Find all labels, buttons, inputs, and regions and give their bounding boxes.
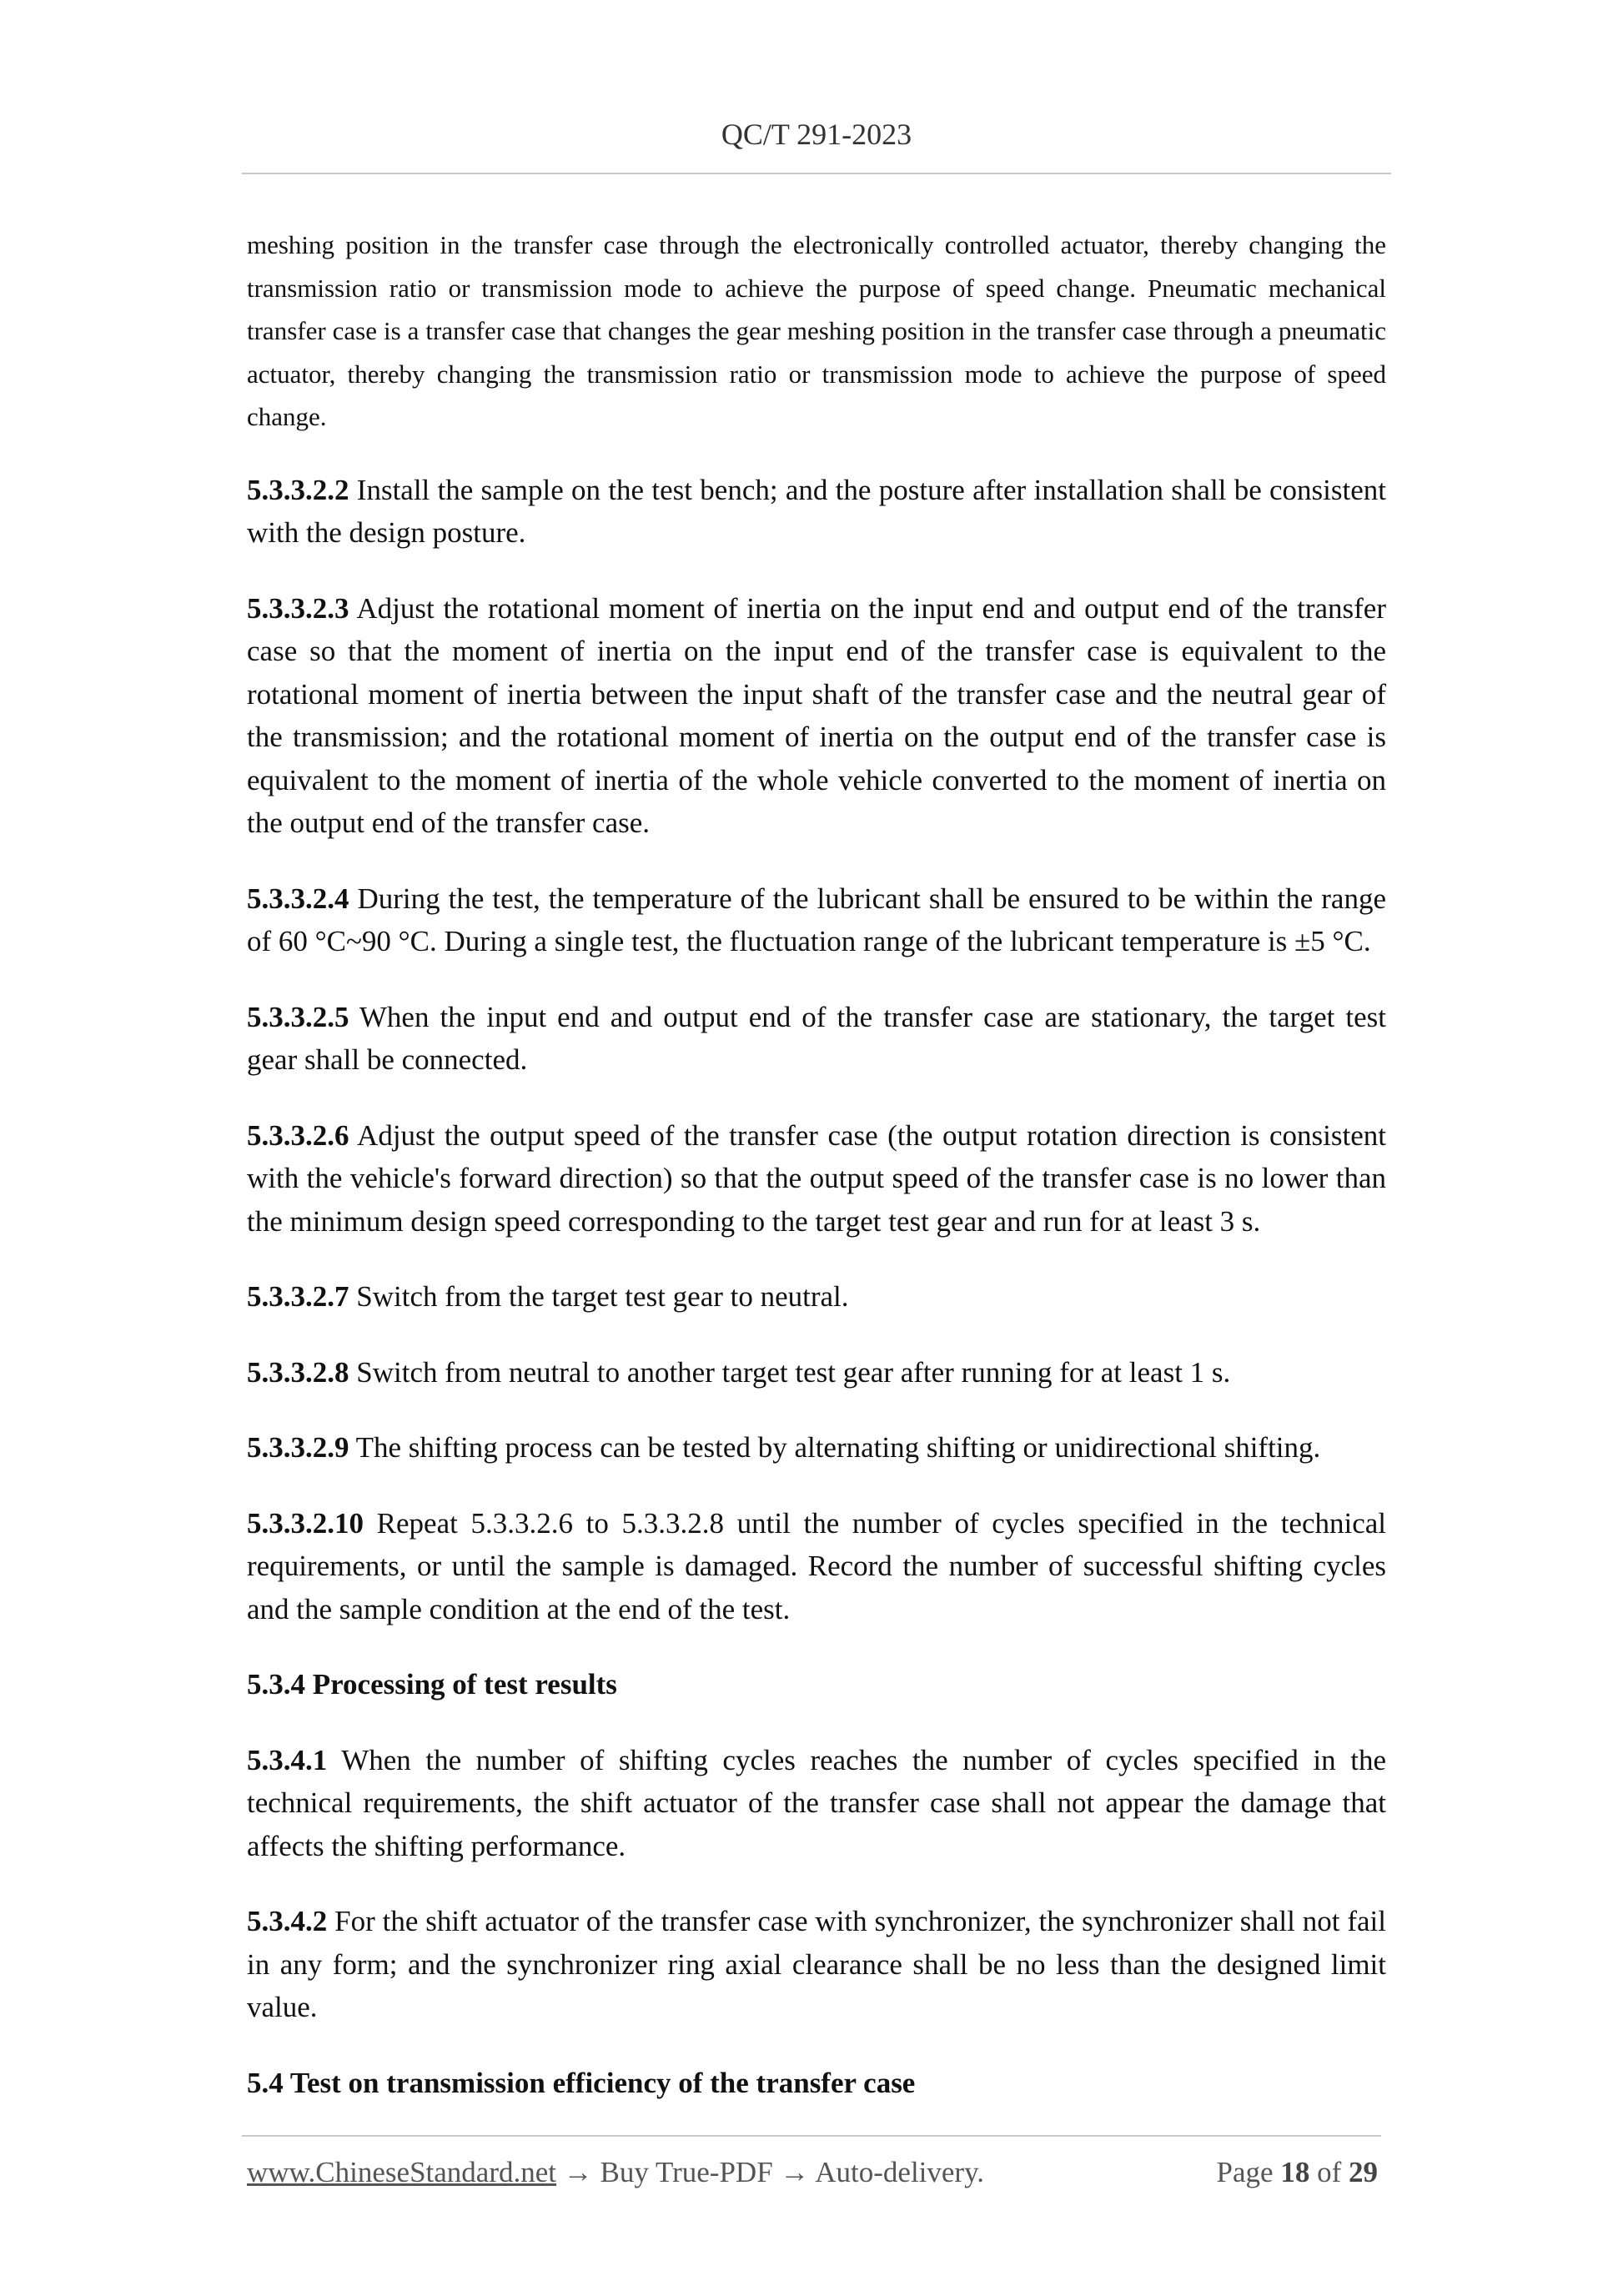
clause-5-3-3-2-8: [247, 1351, 1386, 1394]
clause-number: 5.3.4.1: [247, 1743, 328, 1776]
page-header: QC/T 291-2023: [721, 118, 912, 151]
footer-links: [247, 2156, 984, 2189]
clause-5-3-3-2-6: [247, 1114, 1386, 1243]
clause-number: 5.3.3.2.3: [247, 591, 349, 625]
clause-text: During the test, the temperature of the lubricant shall be ensured to be within the range of 60 °C~90 °C. During a single test, the fluctuation range of the lubricant temperature is ±5 °C.: [247, 882, 1386, 957]
clause-5-3-3-2-9: [247, 1426, 1386, 1470]
section-heading-5-3-4: 5.3.4 Processing of test results: [247, 1668, 617, 1701]
clause-number: 5.3.3.2.9: [247, 1431, 349, 1464]
clause-5-3-3-2-3: [247, 587, 1386, 845]
clause-number: 5.3.4.2: [247, 1905, 328, 1937]
clause-text: The shifting process can be tested by alternating shifting or unidirectional shifting.: [349, 1431, 1321, 1464]
clause-number: 5.3.3.2.5: [247, 1000, 349, 1033]
paragraph-continuation: meshing position in the transfer case through the electronically controlled actuator, thereby changing the transmission ratio or transmission mode to achieve the purpose of speed change. Pneumatic mechanical transfer case is a transfer case that changes the gear meshing position in the transfer case through a pneumatic actuator, thereby changing the transmission ratio or transmission mode to achieve the purpose of speed change.: [247, 230, 1386, 431]
clause-text: For the shift actuator of the transfer case with synchronizer, the synchronizer shall not fail in any form; and the synchronizer ring axial clearance shall be no less than the designed limit value.: [247, 1905, 1386, 2023]
clause-number: 5.3.3.2.7: [247, 1280, 349, 1313]
clause-number: 5.3.3.2.10: [247, 1506, 364, 1540]
document-body: [247, 224, 1386, 2137]
buy-pdf-text: Buy True-PDF: [600, 2156, 773, 2188]
clause-text: Adjust the output speed of the transfer case (the output rotation direction is consistent with the vehicle's forward direction) so that the output speed of the transfer case is no lower than the minimum design speed corresponding to the target test gear and run for at least 3 s.: [247, 1118, 1386, 1238]
current-page: 18: [1280, 2156, 1310, 2188]
page-number: [1217, 2156, 1378, 2189]
clause-text: Repeat 5.3.3.2.6 to 5.3.3.2.8 until the number of cycles specified in the technical requirements, or until the sample is damaged. Record the number of successful shifting cycles and the sample condition at the end of the test.: [247, 1506, 1386, 1625]
section-heading-5-4: 5.4 Test on transmission efficiency of the transfer case: [247, 2066, 916, 2099]
clause-text: When the input end and output end of the transfer case are stationary, the target test gear shall be connected.: [247, 1000, 1386, 1076]
clause-number: 5.3.3.2.2: [247, 473, 349, 506]
clause-number: 5.3.3.2.4: [247, 882, 349, 915]
clause-text: Adjust the rotational moment of inertia on the input end and output end of the transfer case so that the moment of inertia on the input end of the transfer case is equivalent to the rotational moment of inertia between the input shaft of the transfer case and the neutral gear of the transmission; and the rotational moment of inertia on the output end of the transfer case is equivalent to the moment of inertia of the whole vehicle converted to the moment of inertia on the output end of the transfer case.: [247, 591, 1386, 839]
page-label: Page: [1216, 2156, 1281, 2188]
of-label: of: [1309, 2156, 1349, 2188]
clause-5-3-4-2: [247, 1900, 1386, 2029]
website-link[interactable]: www.ChineseStandard.net: [247, 2156, 556, 2188]
clause-text: When the number of shifting cycles reaches the number of cycles specified in the technical requirements, the shift actuator of the transfer case shall not appear the damage that affects the shifting performance.: [247, 1743, 1386, 1862]
header-divider: [242, 173, 1391, 174]
clause-5-3-3-2-2: [247, 469, 1386, 555]
clause-5-3-3-2-7: [247, 1275, 1386, 1319]
clause-text: Switch from neutral to another target test gear after running for at least 1 s.: [349, 1355, 1231, 1389]
footer-divider: [242, 2135, 1381, 2137]
clause-text: Install the sample on the test bench; and the posture after installation shall be consistent with the design posture.: [247, 473, 1386, 549]
clause-number: 5.3.3.2.8: [247, 1355, 349, 1389]
clause-5-3-3-2-10: [247, 1502, 1386, 1631]
clause-number: 5.3.3.2.6: [247, 1118, 349, 1152]
page-footer: [247, 2156, 1378, 2189]
auto-delivery-text: Auto-delivery.: [815, 2156, 985, 2188]
arrow-right-icon: →: [556, 2156, 600, 2188]
total-pages: 29: [1349, 2156, 1378, 2188]
clause-5-3-3-2-5: [247, 996, 1386, 1082]
clause-5-3-4-1: [247, 1739, 1386, 1868]
clause-5-3-3-2-4: [247, 877, 1386, 963]
arrow-right-icon: →: [772, 2156, 816, 2188]
clause-text: Switch from the target test gear to neutral.: [349, 1280, 849, 1313]
